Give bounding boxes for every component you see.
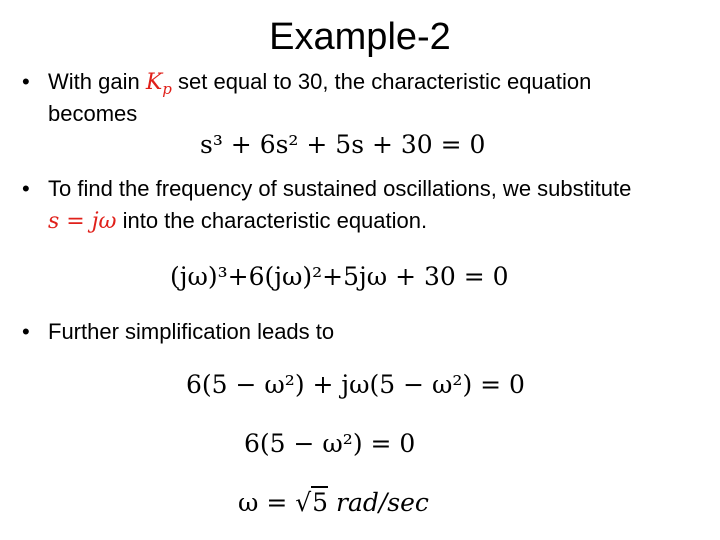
bullet-text: To find the frequency of sustained oscillations, we substitute — [48, 176, 632, 201]
bullet-text: With gain — [48, 69, 140, 94]
omega-lhs: ω = — [238, 488, 296, 517]
bullet-text: becomes — [48, 101, 138, 126]
bullet-dot: • — [22, 69, 30, 94]
unit-label: rad/sec — [328, 488, 429, 517]
bullet-text: into the characteristic equation. — [116, 208, 428, 233]
equation-simplified: 6(5 − ω²) + jω(5 − ω²) = 0 — [186, 370, 525, 399]
gain-symbol: $K_p$ — [145, 70, 172, 98]
slide-title: Example-2 — [269, 16, 451, 58]
equation-characteristic: s³ + 6s² + 5s + 30 = 0 — [200, 130, 486, 159]
bullet-text: Further simplification leads to — [48, 319, 335, 344]
equation-frequency — [238, 486, 429, 520]
bullet-dot: • — [22, 319, 30, 344]
equation-real-part: 6(5 − ω²) = 0 — [244, 429, 416, 458]
substitution-expression: s = jω — [48, 209, 117, 234]
equation-substituted: (jω)³+6(jω)²+5jω + 30 = 0 — [170, 262, 509, 291]
bullet-dot: • — [22, 176, 30, 201]
bullet-text: set equal to 30, the characteristic equation — [171, 69, 592, 94]
square-root: √5 — [295, 488, 329, 517]
